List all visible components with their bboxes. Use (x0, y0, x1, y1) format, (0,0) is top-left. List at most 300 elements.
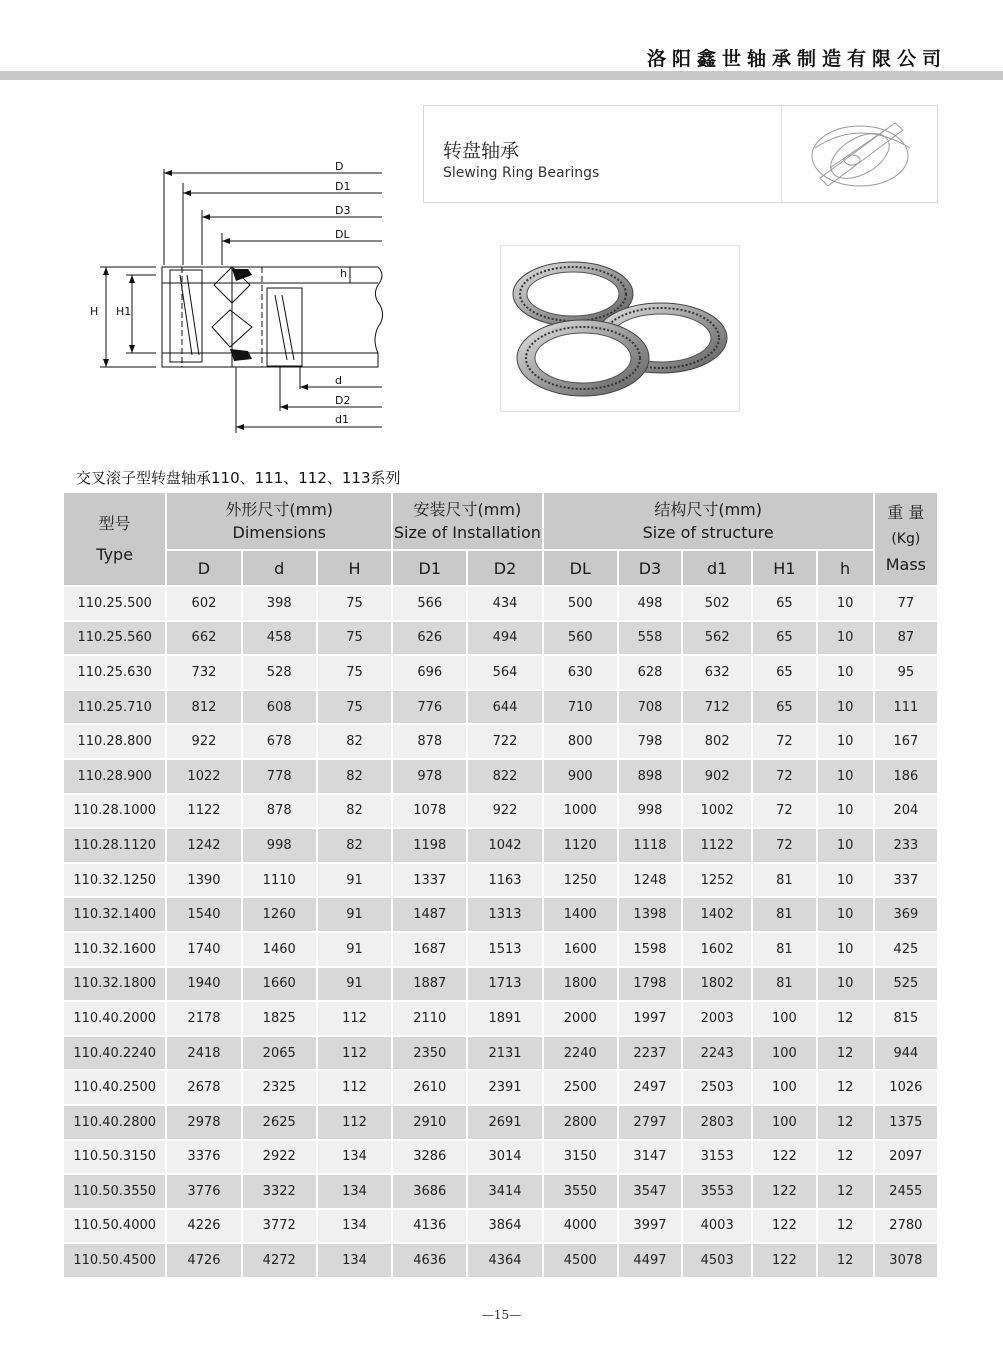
cell-type: 110.50.3150 (64, 1141, 165, 1176)
table-cell: 112 (318, 1071, 391, 1106)
table-cell: 1110 (243, 864, 316, 899)
table-cell: 1026 (875, 1071, 937, 1106)
table-cell: 65 (753, 656, 815, 691)
table-cell: 2910 (393, 1106, 466, 1141)
table-cell: 10 (818, 622, 873, 657)
table-cell: 1163 (468, 864, 541, 899)
table-row (64, 1244, 937, 1279)
table-cell: 72 (753, 760, 815, 795)
table-cell: 122 (753, 1244, 815, 1279)
table-cell: 1042 (468, 829, 541, 864)
page-number: —15— (481, 1308, 522, 1322)
col-header: d1 (683, 551, 751, 587)
table-cell: 12 (818, 1210, 873, 1245)
table-subheader-row (64, 551, 937, 587)
table-cell: 81 (753, 968, 815, 1003)
table-row (64, 1071, 937, 1106)
table-cell: 134 (318, 1244, 391, 1279)
table-cell: 998 (243, 829, 316, 864)
table-cell: 10 (818, 898, 873, 933)
table-cell: 1487 (393, 898, 466, 933)
table-cell: 3150 (544, 1141, 617, 1176)
table-cell: 122 (753, 1141, 815, 1176)
table-cell: 2003 (683, 1002, 751, 1037)
table-cell: 4000 (544, 1210, 617, 1245)
table-cell: 91 (318, 898, 391, 933)
table-cell: 100 (753, 1002, 815, 1037)
product-photo-frame (500, 245, 740, 412)
header-structure: 结构尺寸(mm) Size of structure (544, 493, 873, 551)
table-cell: 498 (619, 587, 681, 622)
table-cell: 802 (683, 725, 751, 760)
table-cell: 644 (468, 691, 541, 726)
table-cell: 3376 (167, 1141, 240, 1176)
table-cell: 4636 (393, 1244, 466, 1279)
table-row (64, 1106, 937, 1141)
table-cell: 2678 (167, 1071, 240, 1106)
table-cell: 1460 (243, 933, 316, 968)
product-title-en: Slewing Ring Bearings (443, 165, 600, 181)
table-row (64, 898, 937, 933)
table-cell: 1313 (468, 898, 541, 933)
table-row (64, 968, 937, 1003)
table-cell: 112 (318, 1106, 391, 1141)
table-cell: 72 (753, 795, 815, 830)
table-cell: 2391 (468, 1071, 541, 1106)
table-row (64, 864, 937, 899)
table-cell: 425 (875, 933, 937, 968)
table-cell: 77 (875, 587, 937, 622)
table-cell: 4503 (683, 1244, 751, 1279)
table-cell: 1375 (875, 1106, 937, 1141)
table-cell: 3547 (619, 1175, 681, 1210)
table-cell: 608 (243, 691, 316, 726)
table-cell: 12 (818, 1175, 873, 1210)
table-cell: 2503 (683, 1071, 751, 1106)
table-cell: 1337 (393, 864, 466, 899)
table-cell: 3414 (468, 1175, 541, 1210)
table-cell: 82 (318, 725, 391, 760)
table-cell: 2000 (544, 1002, 617, 1037)
table-cell: 10 (818, 691, 873, 726)
cell-type: 110.50.4000 (64, 1210, 165, 1245)
table-cell: 134 (318, 1141, 391, 1176)
table-cell: 75 (318, 587, 391, 622)
table-cell: 91 (318, 933, 391, 968)
table-row (64, 1175, 937, 1210)
table-cell: 2500 (544, 1071, 617, 1106)
table-cell: 2800 (544, 1106, 617, 1141)
table-cell: 1740 (167, 933, 240, 968)
table-row (64, 829, 937, 864)
cell-type: 110.32.1250 (64, 864, 165, 899)
table-cell: 3014 (468, 1141, 541, 1176)
table-row (64, 656, 937, 691)
label-DL: DL (335, 228, 350, 241)
table-cell: 900 (544, 760, 617, 795)
table-cell: 10 (818, 760, 873, 795)
table-cell: 4136 (393, 1210, 466, 1245)
table-cell: 100 (753, 1071, 815, 1106)
table-cell: 4497 (619, 1244, 681, 1279)
table-cell: 204 (875, 795, 937, 830)
table-cell: 1198 (393, 829, 466, 864)
table-cell: 1118 (619, 829, 681, 864)
table-cell: 2110 (393, 1002, 466, 1037)
table-cell: 710 (544, 691, 617, 726)
table-cell: 1713 (468, 968, 541, 1003)
table-cell: 100 (753, 1106, 815, 1141)
table-cell: 2797 (619, 1106, 681, 1141)
table-cell: 722 (468, 725, 541, 760)
cell-type: 110.25.560 (64, 622, 165, 657)
table-cell: 100 (753, 1037, 815, 1072)
table-cell: 560 (544, 622, 617, 657)
label-h: h (340, 267, 347, 280)
col-header: H (318, 551, 391, 587)
table-row (64, 760, 937, 795)
table-cell: 12 (818, 1002, 873, 1037)
col-header: D1 (393, 551, 466, 587)
table-cell: 528 (243, 656, 316, 691)
table-cell: 10 (818, 795, 873, 830)
table-cell: 65 (753, 691, 815, 726)
table-cell: 10 (818, 587, 873, 622)
table-cell: 978 (393, 760, 466, 795)
table-cell: 502 (683, 587, 751, 622)
table-cell: 2922 (243, 1141, 316, 1176)
header-mass: 重 量 (Kg) Mass (875, 493, 937, 587)
table-cell: 82 (318, 795, 391, 830)
table-cell: 1002 (683, 795, 751, 830)
cell-type: 110.32.1400 (64, 898, 165, 933)
table-cell: 112 (318, 1002, 391, 1037)
table-cell: 1078 (393, 795, 466, 830)
table-cell: 878 (243, 795, 316, 830)
table-cell: 662 (167, 622, 240, 657)
table-cell: 95 (875, 656, 937, 691)
table-cell: 3322 (243, 1175, 316, 1210)
table-cell: 1540 (167, 898, 240, 933)
table-row (64, 1002, 937, 1037)
table-cell: 111 (875, 691, 937, 726)
table-cell: 3997 (619, 1210, 681, 1245)
table-cell: 1242 (167, 829, 240, 864)
table-cell: 678 (243, 725, 316, 760)
table-cell: 10 (818, 864, 873, 899)
table-row (64, 691, 937, 726)
table-cell: 2325 (243, 1071, 316, 1106)
table-cell: 434 (468, 587, 541, 622)
table-cell: 10 (818, 829, 873, 864)
table-row (64, 1141, 937, 1176)
table-cell: 626 (393, 622, 466, 657)
table-cell: 122 (753, 1210, 815, 1245)
table-cell: 3550 (544, 1175, 617, 1210)
table-cell: 134 (318, 1210, 391, 1245)
table-cell: 902 (683, 760, 751, 795)
table-cell: 1997 (619, 1002, 681, 1037)
label-D: D (335, 160, 344, 173)
table-row (64, 933, 937, 968)
table-cell: 998 (619, 795, 681, 830)
table-cell: 2780 (875, 1210, 937, 1245)
label-d1: d1 (335, 413, 349, 426)
cell-type: 110.40.2000 (64, 1002, 165, 1037)
table-cell: 72 (753, 829, 815, 864)
table-cell: 878 (393, 725, 466, 760)
table-cell: 2097 (875, 1141, 937, 1176)
table-cell: 798 (619, 725, 681, 760)
table-cell: 1602 (683, 933, 751, 968)
table-cell: 1250 (544, 864, 617, 899)
table-row (64, 795, 937, 830)
series-caption: 交叉滚子型转盘轴承110、111、112、113系列 (76, 469, 401, 487)
table-row (64, 587, 937, 622)
col-header: h (818, 551, 873, 587)
table-cell: 233 (875, 829, 937, 864)
cell-type: 110.28.800 (64, 725, 165, 760)
table-cell: 3286 (393, 1141, 466, 1176)
table-cell: 2691 (468, 1106, 541, 1141)
table-cell: 3686 (393, 1175, 466, 1210)
table-cell: 72 (753, 725, 815, 760)
table-cell: 1940 (167, 968, 240, 1003)
table-cell: 398 (243, 587, 316, 622)
table-cell: 732 (167, 656, 240, 691)
cell-type: 110.50.3550 (64, 1175, 165, 1210)
table-cell: 1398 (619, 898, 681, 933)
header-bar (0, 71, 1003, 80)
table-cell: 815 (875, 1002, 937, 1037)
table-cell: 2610 (393, 1071, 466, 1106)
table-cell: 10 (818, 725, 873, 760)
table-cell: 4726 (167, 1244, 240, 1279)
table-cell: 4226 (167, 1210, 240, 1245)
table-cell: 186 (875, 760, 937, 795)
table-cell: 712 (683, 691, 751, 726)
table-cell: 91 (318, 968, 391, 1003)
table-cell: 1598 (619, 933, 681, 968)
cell-type: 110.40.2500 (64, 1071, 165, 1106)
table-cell: 1600 (544, 933, 617, 968)
table-cell: 12 (818, 1037, 873, 1072)
table-cell: 632 (683, 656, 751, 691)
table-cell: 1887 (393, 968, 466, 1003)
cell-type: 110.32.1600 (64, 933, 165, 968)
table-cell: 1390 (167, 864, 240, 899)
product-title-cn: 转盘轴承 (443, 140, 520, 162)
table-cell: 81 (753, 933, 815, 968)
cell-type: 110.28.1120 (64, 829, 165, 864)
table-cell: 75 (318, 656, 391, 691)
table-cell: 91 (318, 864, 391, 899)
table-cell: 10 (818, 656, 873, 691)
table-cell: 898 (619, 760, 681, 795)
label-D3: D3 (335, 204, 351, 217)
cell-type: 110.40.2800 (64, 1106, 165, 1141)
table-cell: 12 (818, 1071, 873, 1106)
table-cell: 628 (619, 656, 681, 691)
table-cell: 10 (818, 933, 873, 968)
col-header: D2 (468, 551, 541, 587)
table-cell: 566 (393, 587, 466, 622)
table-cell: 12 (818, 1141, 873, 1176)
table-cell: 1802 (683, 968, 751, 1003)
table-cell: 2350 (393, 1037, 466, 1072)
table-cell: 3553 (683, 1175, 751, 1210)
table-cell: 822 (468, 760, 541, 795)
table-cell: 1252 (683, 864, 751, 899)
table-cell: 75 (318, 622, 391, 657)
table-cell: 458 (243, 622, 316, 657)
table-cell: 3864 (468, 1210, 541, 1245)
table-cell: 1800 (544, 968, 617, 1003)
table-cell: 922 (167, 725, 240, 760)
col-header: d (243, 551, 316, 587)
col-header: D3 (619, 551, 681, 587)
table-cell: 2803 (683, 1106, 751, 1141)
table-cell: 2178 (167, 1002, 240, 1037)
cell-type: 110.25.710 (64, 691, 165, 726)
table-cell: 630 (544, 656, 617, 691)
table-cell: 3772 (243, 1210, 316, 1245)
table-cell: 1891 (468, 1002, 541, 1037)
company-name: 洛阳鑫世轴承制造有限公司 (646, 48, 947, 70)
col-header: D (167, 551, 240, 587)
table-cell: 2978 (167, 1106, 240, 1141)
table-cell: 1798 (619, 968, 681, 1003)
table-cell: 3153 (683, 1141, 751, 1176)
cell-type: 110.28.900 (64, 760, 165, 795)
table-cell: 1000 (544, 795, 617, 830)
cell-type: 110.25.500 (64, 587, 165, 622)
table-cell: 3078 (875, 1244, 937, 1279)
table-cell: 65 (753, 622, 815, 657)
label-D2: D2 (335, 394, 351, 407)
table-cell: 500 (544, 587, 617, 622)
table-cell: 87 (875, 622, 937, 657)
table-cell: 134 (318, 1175, 391, 1210)
table-cell: 4272 (243, 1244, 316, 1279)
table-row (64, 1037, 937, 1072)
table-row (64, 1210, 937, 1245)
table-cell: 10 (818, 968, 873, 1003)
table-cell: 708 (619, 691, 681, 726)
table-cell: 1022 (167, 760, 240, 795)
col-header: DL (544, 551, 617, 587)
table-cell: 4500 (544, 1244, 617, 1279)
title-divider (781, 106, 782, 202)
table-cell: 1122 (167, 795, 240, 830)
table-cell: 2625 (243, 1106, 316, 1141)
table-cell: 562 (683, 622, 751, 657)
table-cell: 12 (818, 1244, 873, 1279)
table-cell: 65 (753, 587, 815, 622)
table-cell: 2240 (544, 1037, 617, 1072)
col-header: H1 (753, 551, 815, 587)
table-cell: 602 (167, 587, 240, 622)
table-cell: 75 (318, 691, 391, 726)
table-cell: 81 (753, 864, 815, 899)
table-cell: 82 (318, 760, 391, 795)
table-cell: 337 (875, 864, 937, 899)
bearing-product-photo (501, 246, 739, 411)
table-cell: 1248 (619, 864, 681, 899)
table-header-row (64, 493, 937, 551)
table-cell: 122 (753, 1175, 815, 1210)
table-cell: 2237 (619, 1037, 681, 1072)
table-cell: 1122 (683, 829, 751, 864)
table-row (64, 725, 937, 760)
table-cell: 1402 (683, 898, 751, 933)
cell-type: 110.25.630 (64, 656, 165, 691)
table-cell: 525 (875, 968, 937, 1003)
table-cell: 812 (167, 691, 240, 726)
header-type: 型号 Type (64, 493, 165, 587)
label-D1: D1 (335, 180, 351, 193)
table-cell: 1825 (243, 1002, 316, 1037)
table-cell: 3776 (167, 1175, 240, 1210)
table-cell: 82 (318, 829, 391, 864)
table-cell: 1513 (468, 933, 541, 968)
table-cell: 778 (243, 760, 316, 795)
table-cell: 944 (875, 1037, 937, 1072)
label-H: H (90, 305, 99, 318)
bearing-cross-section-diagram (82, 155, 402, 435)
table-cell: 12 (818, 1106, 873, 1141)
header-dimensions: 外形尺寸(mm) Dimensions (167, 493, 391, 551)
table-cell: 2418 (167, 1037, 240, 1072)
table-cell: 2065 (243, 1037, 316, 1072)
cell-type: 110.32.1800 (64, 968, 165, 1003)
table-cell: 922 (468, 795, 541, 830)
table-cell: 564 (468, 656, 541, 691)
table-cell: 696 (393, 656, 466, 691)
cell-type: 110.40.2240 (64, 1037, 165, 1072)
table-cell: 1400 (544, 898, 617, 933)
table-cell: 1660 (243, 968, 316, 1003)
label-H1: H1 (116, 305, 132, 318)
table-cell: 494 (468, 622, 541, 657)
table-cell: 2243 (683, 1037, 751, 1072)
table-cell: 2497 (619, 1071, 681, 1106)
cell-type: 110.28.1000 (64, 795, 165, 830)
table-cell: 2131 (468, 1037, 541, 1072)
table-cell: 776 (393, 691, 466, 726)
label-d: d (335, 374, 342, 387)
table-cell: 3147 (619, 1141, 681, 1176)
table-cell: 369 (875, 898, 937, 933)
table-cell: 4003 (683, 1210, 751, 1245)
table-row (64, 622, 937, 657)
table-cell: 1687 (393, 933, 466, 968)
bearing-sketch-icon (800, 108, 925, 200)
table-cell: 800 (544, 725, 617, 760)
table-cell: 167 (875, 725, 937, 760)
table-body (64, 587, 937, 1279)
table-cell: 81 (753, 898, 815, 933)
table-cell: 4364 (468, 1244, 541, 1279)
table-cell: 1260 (243, 898, 316, 933)
cell-type: 110.50.4500 (64, 1244, 165, 1279)
bearing-spec-table (62, 493, 939, 1279)
table-cell: 1120 (544, 829, 617, 864)
table-cell: 558 (619, 622, 681, 657)
table-cell: 2455 (875, 1175, 937, 1210)
table-cell: 112 (318, 1037, 391, 1072)
header-installation: 安装尺寸(mm) Size of Installation (393, 493, 542, 551)
